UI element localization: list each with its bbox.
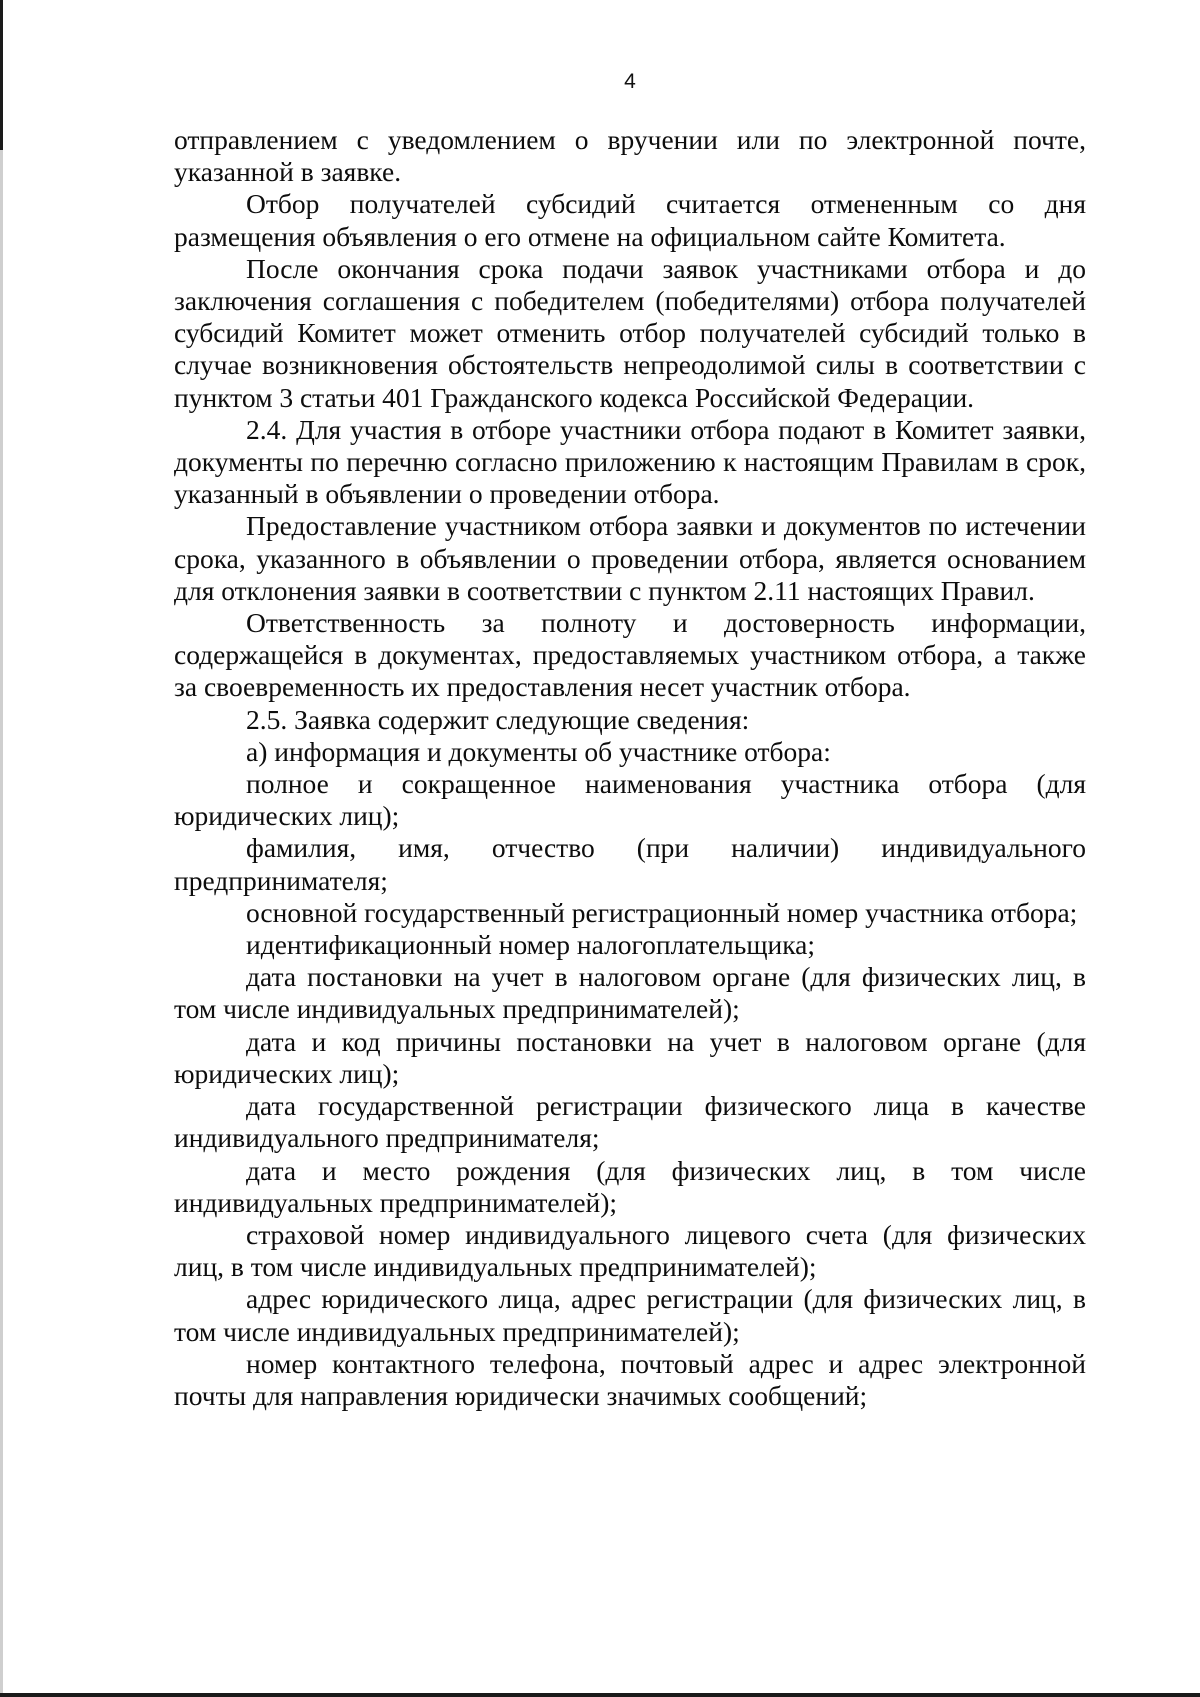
list-item: фамилия, имя, отчество (при наличии) индивидуального предпринимателя; — [174, 832, 1086, 896]
paragraph-section-2-4: 2.4. Для участия в отборе участники отбора подают в Комитет заявки, документы по перечню согласно приложению к настоящим Правилам в срок, указанный в объявлении о проведении отбора. — [174, 413, 1086, 510]
paragraph: После окончания срока подачи заявок участниками отбора и до заключения соглашения с победителем (победителями) отбора получателей субсидий Комитет может отменить отбор получателей субсидий только в случае возникновения обстоятельств непреодолимой силы в соответствии с пунктом 3 статьи 401 Гражданского кодекса Российской Федерации. — [174, 252, 1086, 413]
list-item: дата и место рождения (для физических лиц, в том числе индивидуальных предпринимателей); — [174, 1154, 1086, 1218]
list-item: страховой номер индивидуального лицевого счета (для физических лиц, в том числе индивидуальных предпринимателей); — [174, 1218, 1086, 1283]
list-item: адрес юридического лица, адрес регистрации (для физических лиц, в том числе индивидуальных предпринимателей); — [174, 1283, 1086, 1347]
paragraph-section-2-5: 2.5. Заявка содержит следующие сведения: — [246, 703, 750, 735]
page-number: 4 — [624, 70, 636, 93]
body-text — [174, 124, 1086, 1412]
paragraph: Отбор получателей субсидий считается отмененным со дня размещения объявления о его отмене на официальном сайте Комитета. — [174, 188, 1086, 252]
paragraph: Предоставление участником отбора заявки и документов по истечении срока, указанного в объявлении о проведении отбора, является основанием для отклонения заявки в соответствии с пунктом 2.11 настоящих Правил. — [174, 510, 1086, 606]
paragraph-continuation: отправлением с уведомлением о вручении или по электронной почте, указанной в заявке. — [174, 124, 1086, 188]
scan-edge-left — [0, 0, 3, 1697]
list-item: полное и сокращенное наименования участника отбора (для юридических лиц); — [174, 768, 1086, 832]
list-item: дата государственной регистрации физического лица в качестве индивидуального предпринимателя; — [174, 1090, 1086, 1154]
paragraph: Ответственность за полноту и достоверность информации, содержащейся в документах, предоставляемых участником отбора, а также за своевременность их предоставления несет участник отбора. — [174, 607, 1086, 703]
list-item: номер контактного телефона, почтовый адрес и адрес электронной почты для направления юридически значимых сообщений; — [174, 1347, 1086, 1411]
list-item: идентификационный номер налогоплательщика; — [246, 929, 816, 961]
list-item: дата постановки на учет в налоговом органе (для физических лиц, в том числе индивидуальных предпринимателей); — [174, 961, 1086, 1025]
scan-edge-bottom — [0, 1693, 1200, 1697]
list-item: дата и код причины постановки на учет в налоговом органе (для юридических лиц); — [174, 1025, 1086, 1089]
list-item: основной государственный регистрационный номер участника отбора; — [246, 896, 1078, 928]
list-heading-a: а) информация и документы об участнике отбора: — [246, 735, 831, 767]
